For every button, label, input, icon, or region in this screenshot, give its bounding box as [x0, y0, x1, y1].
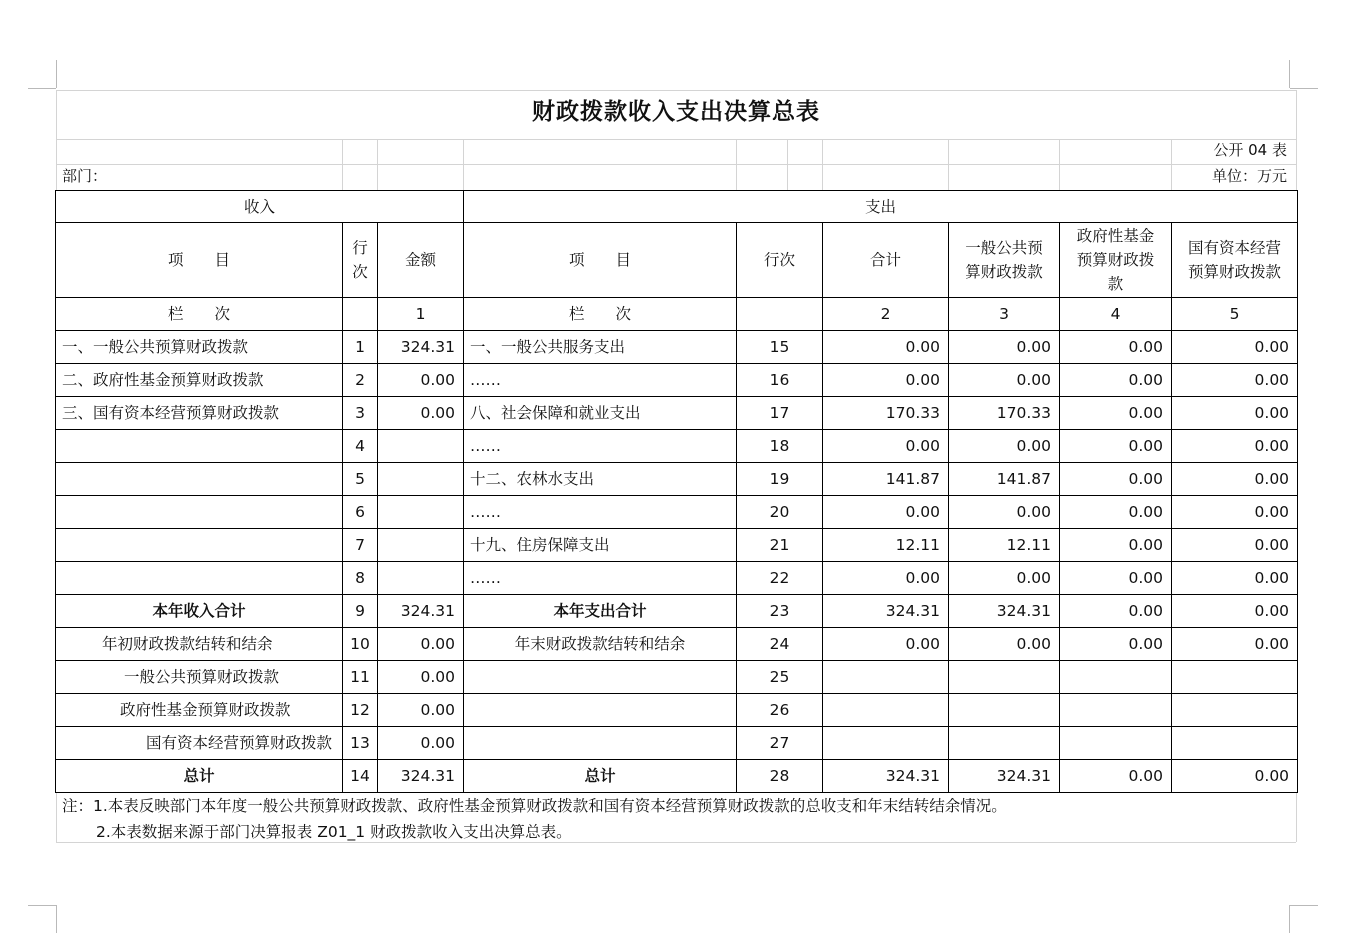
income-amount: 0.00: [378, 628, 464, 661]
gov-fund-amount: 0.00: [1060, 397, 1172, 430]
income-row-no: 3: [343, 397, 378, 430]
crop-mark: [1289, 905, 1290, 933]
table-row: [56, 496, 1298, 529]
column-index: 5: [1172, 298, 1298, 331]
crop-mark: [56, 905, 57, 933]
empty-cell: [737, 298, 823, 331]
income-amount: [378, 529, 464, 562]
grid-line: [1171, 139, 1172, 190]
column-index: 3: [949, 298, 1060, 331]
income-amount: 324.31: [378, 331, 464, 364]
expense-item: ……: [464, 496, 737, 529]
income-amount: 324.31: [378, 595, 464, 628]
column-index: 4: [1060, 298, 1172, 331]
expense-row-no: 25: [737, 661, 823, 694]
expense-item: 本年支出合计: [464, 595, 737, 628]
grid-line: [736, 139, 737, 190]
grid-line: [56, 792, 57, 842]
income-item: 一般公共预算财政拨款: [56, 661, 343, 694]
general-amount: 0.00: [949, 562, 1060, 595]
gov-fund-amount: 0.00: [1060, 364, 1172, 397]
form-number: 公开 04 表: [1213, 141, 1287, 159]
expense-row-no: 20: [737, 496, 823, 529]
table-row: [56, 661, 1298, 694]
income-item: [56, 496, 343, 529]
grid-line: [787, 139, 788, 190]
income-amount: 0.00: [378, 397, 464, 430]
income-item: [56, 463, 343, 496]
expense-item: ……: [464, 430, 737, 463]
income-row-no: 9: [343, 595, 378, 628]
grid-line: [342, 139, 343, 190]
empty-cell: [343, 298, 378, 331]
expense-row-no: 26: [737, 694, 823, 727]
expense-item: [464, 694, 737, 727]
grid-line: [822, 139, 823, 190]
income-row-no: 10: [343, 628, 378, 661]
gov-fund-amount: 0.00: [1060, 628, 1172, 661]
general-budget-header: 一般公共预算财政拨款: [949, 223, 1060, 298]
expense-row-no-header: 行次: [737, 223, 823, 298]
income-item: 国有资本经营预算财政拨款: [56, 727, 343, 760]
total-amount: 0.00: [823, 496, 949, 529]
gov-fund-amount: [1060, 694, 1172, 727]
state-capital-amount: 0.00: [1172, 463, 1298, 496]
gov-fund-amount: [1060, 727, 1172, 760]
state-capital-amount: 0.00: [1172, 430, 1298, 463]
crop-mark: [1290, 905, 1318, 906]
table-row: [56, 397, 1298, 430]
total-header: 合计: [823, 223, 949, 298]
total-amount: 324.31: [823, 760, 949, 793]
total-amount: 0.00: [823, 628, 949, 661]
state-capital-amount: 0.00: [1172, 595, 1298, 628]
expense-row-no: 15: [737, 331, 823, 364]
grid-line: [56, 90, 1296, 91]
general-amount: 324.31: [949, 595, 1060, 628]
table-row: [56, 463, 1298, 496]
general-amount: 0.00: [949, 430, 1060, 463]
table-row: [56, 562, 1298, 595]
income-row-no: 6: [343, 496, 378, 529]
state-capital-amount: 0.00: [1172, 496, 1298, 529]
income-item: 政府性基金预算财政拨款: [56, 694, 343, 727]
total-amount: 324.31: [823, 595, 949, 628]
table-row: [56, 694, 1298, 727]
general-amount: 0.00: [949, 364, 1060, 397]
grid-line: [377, 139, 378, 190]
income-item: 一、一般公共预算财政拨款: [56, 331, 343, 364]
table-row: [56, 364, 1298, 397]
grid-line: [948, 139, 949, 190]
income-row-no: 14: [343, 760, 378, 793]
income-row-no: 8: [343, 562, 378, 595]
column-index-label: 栏 次: [464, 298, 737, 331]
table-row: [56, 727, 1298, 760]
expense-item: 一、一般公共服务支出: [464, 331, 737, 364]
income-row-no: 5: [343, 463, 378, 496]
income-amount: 0.00: [378, 364, 464, 397]
gov-fund-amount: 0.00: [1060, 595, 1172, 628]
income-row-no: 4: [343, 430, 378, 463]
income-amount: 324.31: [378, 760, 464, 793]
income-row-no: 12: [343, 694, 378, 727]
table-notes: [62, 793, 1007, 845]
total-amount: 0.00: [823, 430, 949, 463]
income-row-no: 2: [343, 364, 378, 397]
expense-row-no: 24: [737, 628, 823, 661]
table-row-total: [56, 760, 1298, 793]
income-item: [56, 562, 343, 595]
state-capital-amount: 0.00: [1172, 397, 1298, 430]
gov-fund-amount: 0.00: [1060, 463, 1172, 496]
expense-row-no: 22: [737, 562, 823, 595]
income-amount: 0.00: [378, 694, 464, 727]
expense-item: 十九、住房保障支出: [464, 529, 737, 562]
income-item: 本年收入合计: [56, 595, 343, 628]
state-capital-header: 国有资本经营预算财政拨款: [1172, 223, 1298, 298]
income-row-no: 1: [343, 331, 378, 364]
state-capital-amount: 0.00: [1172, 529, 1298, 562]
income-amount: [378, 430, 464, 463]
general-amount: [949, 661, 1060, 694]
general-amount: [949, 727, 1060, 760]
income-item: [56, 529, 343, 562]
total-amount: 170.33: [823, 397, 949, 430]
gov-fund-amount: 0.00: [1060, 760, 1172, 793]
expense-header: 支出: [464, 191, 1298, 223]
gov-fund-amount: 0.00: [1060, 430, 1172, 463]
table-row: [56, 529, 1298, 562]
expense-item: [464, 727, 737, 760]
column-index: 1: [378, 298, 464, 331]
income-item: [56, 430, 343, 463]
state-capital-amount: 0.00: [1172, 562, 1298, 595]
income-row-no: 11: [343, 661, 378, 694]
income-amount: [378, 562, 464, 595]
general-amount: 324.31: [949, 760, 1060, 793]
note-line: 注：1.本表反映部门本年度一般公共预算财政拨款、政府性基金预算财政拨款和国有资本经营预算财政拨款的总收支和年末结转结余情况。: [62, 797, 1007, 815]
general-amount: [949, 694, 1060, 727]
expense-row-no: 17: [737, 397, 823, 430]
expense-row-no: 21: [737, 529, 823, 562]
budget-table: [55, 190, 1298, 793]
expense-item: 八、社会保障和就业支出: [464, 397, 737, 430]
amount-header: 金额: [378, 223, 464, 298]
expense-item: ……: [464, 364, 737, 397]
expense-item: [464, 661, 737, 694]
state-capital-amount: 0.00: [1172, 364, 1298, 397]
state-capital-amount: [1172, 694, 1298, 727]
total-amount: 0.00: [823, 364, 949, 397]
income-item: 总计: [56, 760, 343, 793]
state-capital-amount: 0.00: [1172, 628, 1298, 661]
income-header: 收入: [56, 191, 464, 223]
gov-fund-amount: [1060, 661, 1172, 694]
gov-fund-header: 政府性基金预算财政拨款: [1060, 223, 1172, 298]
state-capital-amount: [1172, 727, 1298, 760]
note-line: 2.本表数据来源于部门决算报表 Z01_1 财政拨款收入支出决算总表。: [96, 823, 572, 841]
total-amount: [823, 661, 949, 694]
income-amount: [378, 463, 464, 496]
crop-mark: [28, 88, 56, 89]
grid-line: [1296, 792, 1297, 842]
grid-line: [56, 139, 1296, 140]
page-title: 财政拨款收入支出决算总表: [532, 99, 820, 125]
total-amount: 0.00: [823, 331, 949, 364]
income-row-no: 7: [343, 529, 378, 562]
income-item: 三、国有资本经营预算财政拨款: [56, 397, 343, 430]
general-amount: 0.00: [949, 331, 1060, 364]
income-row-no-header: 行次: [343, 223, 378, 298]
unit-label: 单位：万元: [1211, 167, 1287, 185]
crop-mark: [1289, 60, 1290, 88]
total-amount: 0.00: [823, 562, 949, 595]
total-amount: 141.87: [823, 463, 949, 496]
table-row: [56, 430, 1298, 463]
department-label: 部门：: [62, 167, 108, 185]
expense-row-no: 19: [737, 463, 823, 496]
grid-line: [1059, 139, 1060, 190]
general-amount: 0.00: [949, 628, 1060, 661]
income-item: 年初财政拨款结转和结余: [56, 628, 343, 661]
column-index-label: 栏 次: [56, 298, 343, 331]
general-amount: 141.87: [949, 463, 1060, 496]
expense-row-no: 16: [737, 364, 823, 397]
expense-row-no: 28: [737, 760, 823, 793]
crop-mark: [28, 905, 56, 906]
table-row: [56, 331, 1298, 364]
total-amount: 12.11: [823, 529, 949, 562]
state-capital-amount: [1172, 661, 1298, 694]
general-amount: 0.00: [949, 496, 1060, 529]
expense-item: 总计: [464, 760, 737, 793]
table-row-subtotal: [56, 595, 1298, 628]
income-item: 二、政府性基金预算财政拨款: [56, 364, 343, 397]
expense-item: ……: [464, 562, 737, 595]
expense-item-header: 项 目: [464, 223, 737, 298]
expense-item: 十二、农林水支出: [464, 463, 737, 496]
state-capital-amount: 0.00: [1172, 331, 1298, 364]
total-amount: [823, 694, 949, 727]
income-item-header: 项 目: [56, 223, 343, 298]
general-amount: 12.11: [949, 529, 1060, 562]
table-row: [56, 628, 1298, 661]
crop-mark: [1290, 88, 1318, 89]
grid-line: [56, 164, 1296, 165]
income-row-no: 13: [343, 727, 378, 760]
income-amount: 0.00: [378, 727, 464, 760]
income-amount: [378, 496, 464, 529]
gov-fund-amount: 0.00: [1060, 496, 1172, 529]
total-amount: [823, 727, 949, 760]
crop-mark: [56, 60, 57, 88]
grid-line: [1296, 90, 1297, 190]
expense-row-no: 27: [737, 727, 823, 760]
state-capital-amount: 0.00: [1172, 760, 1298, 793]
expense-item: 年末财政拨款结转和结余: [464, 628, 737, 661]
expense-row-no: 23: [737, 595, 823, 628]
gov-fund-amount: 0.00: [1060, 331, 1172, 364]
column-index: 2: [823, 298, 949, 331]
grid-line: [463, 139, 464, 190]
gov-fund-amount: 0.00: [1060, 529, 1172, 562]
general-amount: 170.33: [949, 397, 1060, 430]
expense-row-no: 18: [737, 430, 823, 463]
gov-fund-amount: 0.00: [1060, 562, 1172, 595]
income-amount: 0.00: [378, 661, 464, 694]
